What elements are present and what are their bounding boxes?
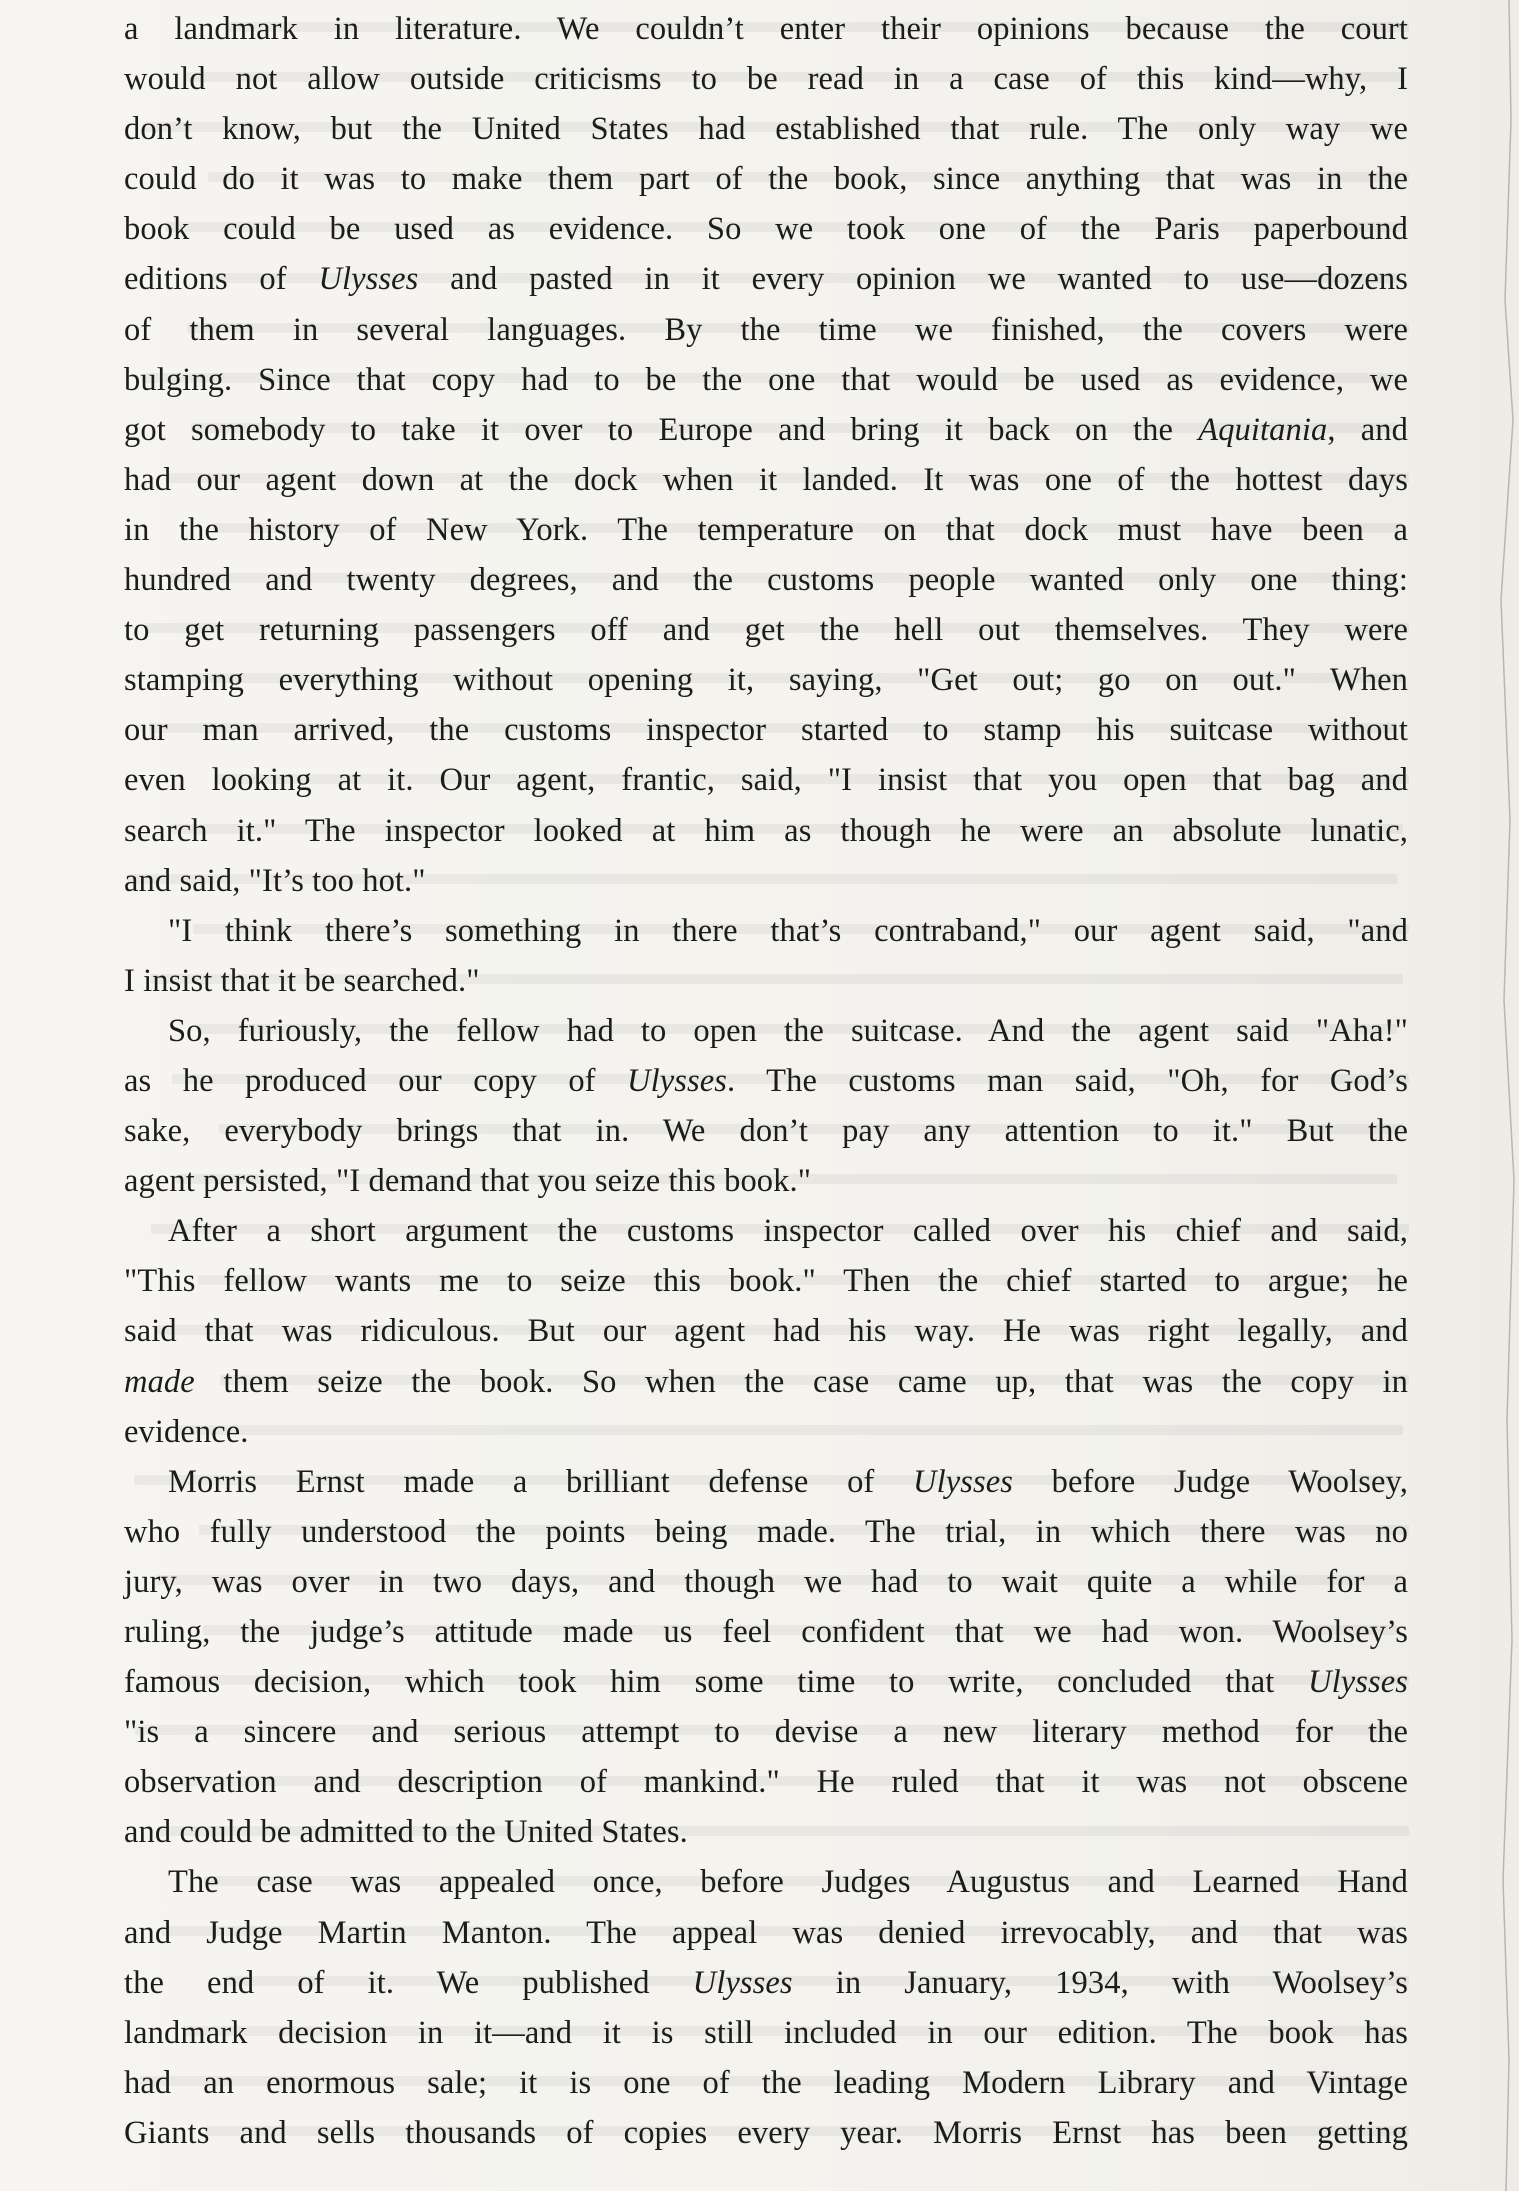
text-line [124, 1657, 1408, 1707]
text-line [124, 2008, 1408, 2058]
text-line [124, 505, 1408, 555]
text-run: So, furiously, the fellow had to open the suitcase. And the agent said "Aha!" [168, 1012, 1408, 1049]
text-line [124, 655, 1408, 705]
text-line [124, 1908, 1408, 1958]
text-line [124, 455, 1408, 505]
text-line [124, 1507, 1408, 1557]
text-run: Giants and sells thousands of copies every year. Morris Ernst has been getting [124, 2114, 1408, 2151]
text-line [124, 605, 1408, 655]
text-run: our man arrived, the customs inspector started to stamp his suitcase without [124, 712, 1408, 749]
text-line [124, 104, 1408, 154]
text-line [124, 1557, 1408, 1607]
text-run: "is a sincere and serious attempt to devise a new literary method for the [124, 1714, 1408, 1751]
text-line [124, 254, 1408, 304]
text-run: bulging. Since that copy had to be the one that would be used as evidence, we [124, 361, 1408, 398]
text-run: who fully understood the points being made. The trial, in which there was no [124, 1513, 1408, 1550]
text-line [124, 405, 1408, 455]
text-run: to get returning passengers off and get the hell out themselves. They were [124, 612, 1408, 649]
text-run: and pasted in it every opinion we wanted to use—dozens [418, 261, 1409, 298]
text-run: before Judge Woolsey, [1013, 1463, 1408, 1500]
text-run: and Judge Martin Manton. The appeal was denied irrevocably, and that was [124, 1914, 1408, 1951]
text-line [124, 1757, 1408, 1807]
text-run: jury, was over in two days, and though we had to wait quite a while for a [124, 1563, 1408, 1600]
text-run: After a short argument the customs inspector called over his chief and said, [168, 1213, 1408, 1250]
italic-text: Ulysses [318, 261, 419, 298]
text-line [124, 1707, 1408, 1757]
text-line [124, 1056, 1408, 1106]
text-run: . The customs man said, "Oh, for God’s [727, 1062, 1408, 1099]
text-run: stamping everything without opening it, saying, "Get out; go on out." When [124, 662, 1408, 699]
text-run: had an enormous sale; it is one of the leading Modern Library and Vintage [124, 2064, 1408, 2101]
italic-text: Ulysses [627, 1062, 728, 1099]
text-run: even looking at it. Our agent, frantic, said, "I insist that you open that bag and [124, 762, 1408, 799]
text-run: I insist that it be searched." [124, 962, 480, 999]
italic-text: Aquitania [1198, 411, 1328, 448]
text-line [124, 1256, 1408, 1306]
text-run: "I think there’s something in there that’s contraband," our agent said, "and [168, 912, 1408, 949]
text-line [124, 1306, 1408, 1356]
text-line [124, 4, 1408, 54]
text-line [124, 555, 1408, 605]
text-line [124, 806, 1408, 856]
text-line [124, 1106, 1408, 1156]
torn-page-edge [1479, 0, 1519, 2191]
text-run: said that was ridiculous. But our agent had his way. He was right legally, and [124, 1313, 1408, 1350]
text-run: as he produced our copy of [124, 1062, 628, 1099]
text-line [124, 856, 1408, 906]
text-line [124, 1407, 1408, 1457]
italic-text: made [124, 1363, 195, 1400]
text-line [124, 355, 1408, 405]
text-run: a landmark in literature. We couldn’t enter their opinions because the court [124, 11, 1408, 47]
text-line [124, 2058, 1408, 2108]
text-run: would not allow outside criticisms to be read in a case of this kind—why, I [124, 61, 1408, 98]
text-run: search it." The inspector looked at him as though he were an absolute lunatic, [124, 812, 1408, 849]
italic-text: Ulysses [1308, 1664, 1408, 1701]
text-line [124, 1206, 1408, 1256]
text-run: in the history of New York. The temperature on that dock must have been a [124, 511, 1408, 548]
text-line [124, 1457, 1408, 1507]
text-line [124, 906, 1408, 956]
text-line [124, 705, 1408, 755]
text-run: observation and description of mankind." He ruled that it was not obscene [124, 1764, 1408, 1801]
text-run: don’t know, but the United States had established that rule. The only way we [124, 111, 1408, 148]
text-run: had our agent down at the dock when it landed. It was one of the hottest days [124, 461, 1408, 498]
text-run: sake, everybody brings that in. We don’t pay any attention to it." But the [124, 1113, 1408, 1150]
text-run: and could be admitted to the United States. [124, 1814, 688, 1851]
text-run: landmark decision in it—and it is still included in our edition. The book has [124, 2014, 1408, 2051]
text-line [124, 1607, 1408, 1657]
text-run: ruling, the judge’s attitude made us feel confident that we had won. Woolsey’s [124, 1614, 1408, 1650]
text-line [124, 2108, 1408, 2158]
text-run: and said, "It’s too hot." [124, 862, 426, 899]
text-line [124, 1357, 1408, 1407]
text-run: book could be used as evidence. So we took one of the Paris paperbound [124, 211, 1408, 248]
text-run: "This fellow wants me to seize this book." Then the chief started to argue; he [124, 1263, 1408, 1300]
text-line [124, 1006, 1408, 1056]
text-run: them seize the book. So when the case came up, that was the copy in [194, 1363, 1408, 1400]
body-text [124, 4, 1408, 2158]
text-run: agent persisted, "I demand that you seize this book." [124, 1163, 812, 1200]
text-line [124, 54, 1408, 104]
text-run: evidence. [124, 1413, 249, 1450]
text-run: The case was appealed once, before Judges Augustus and Learned Hand [168, 1864, 1408, 1901]
text-run: famous decision, which took him some time to write, concluded that [124, 1664, 1308, 1701]
italic-text: Ulysses [692, 1964, 793, 2001]
text-line [124, 755, 1408, 805]
text-run: could do it was to make them part of the book, since anything that was in the [124, 161, 1408, 198]
text-run: hundred and twenty degrees, and the customs people wanted only one thing: [124, 562, 1408, 599]
italic-text: Ulysses [913, 1463, 1013, 1500]
text-run: in January, 1934, with Woolsey’s [792, 1964, 1408, 2001]
text-run: , and [1327, 411, 1408, 448]
text-line [124, 305, 1408, 355]
text-line [124, 1156, 1408, 1206]
text-line [124, 1807, 1408, 1857]
text-run: Morris Ernst made a brilliant defense of [168, 1463, 913, 1500]
text-run: of them in several languages. By the time we finished, the covers were [124, 311, 1408, 348]
text-run: got somebody to take it over to Europe and bring it back on the [124, 411, 1199, 448]
text-line [124, 154, 1408, 204]
text-line [124, 1958, 1408, 2008]
text-line [124, 1857, 1408, 1907]
text-run: editions of [124, 261, 319, 298]
text-line [124, 956, 1408, 1006]
text-run: the end of it. We published [124, 1964, 693, 2001]
text-line [124, 204, 1408, 254]
